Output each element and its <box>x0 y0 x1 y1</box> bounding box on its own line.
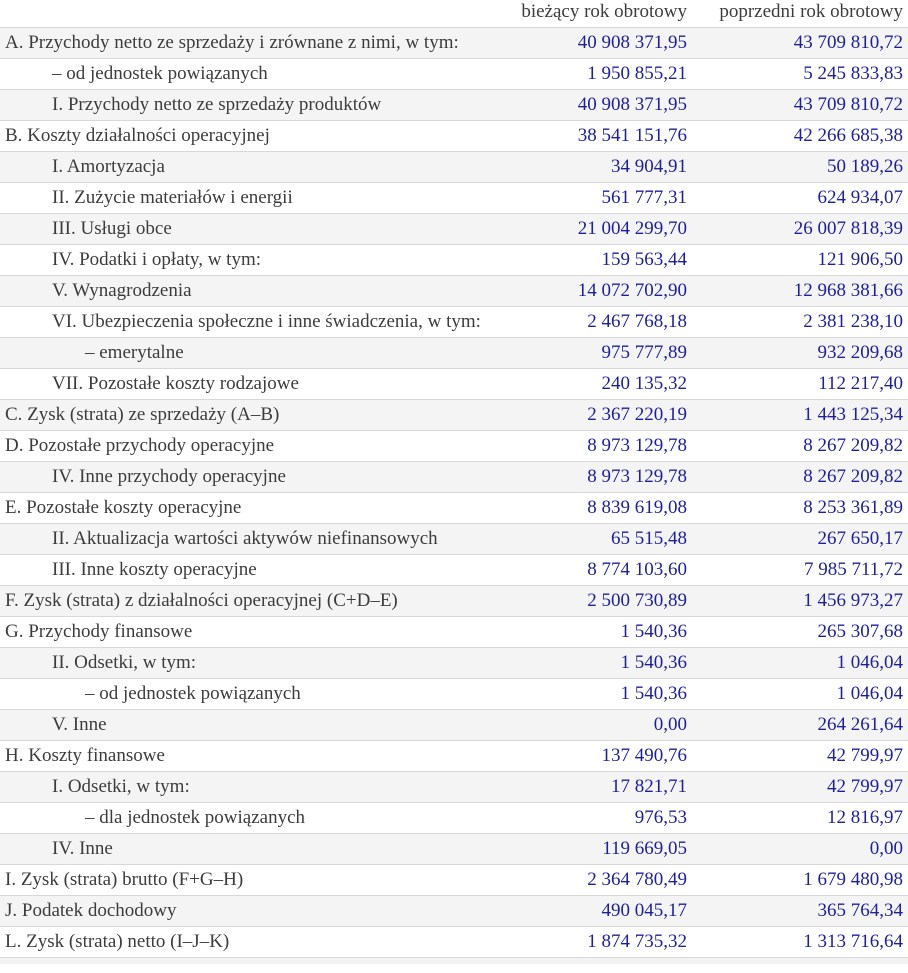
next-row-sliver <box>0 958 908 964</box>
row-label: IV. Inne przychody operacyjne <box>0 461 490 492</box>
table-row <box>0 523 908 554</box>
row-value-current: 40 908 371,95 <box>490 89 692 120</box>
row-value-current: 2 364 780,49 <box>490 864 692 895</box>
row-label: – dla jednostek powiązanych <box>0 802 490 833</box>
table-body <box>0 27 908 957</box>
row-value-current: 1 540,36 <box>490 647 692 678</box>
row-value-previous: 1 456 973,27 <box>692 585 908 616</box>
table-row <box>0 492 908 523</box>
row-value-current: 40 908 371,95 <box>490 27 692 58</box>
table-row <box>0 926 908 957</box>
row-value-current: 240 135,32 <box>490 368 692 399</box>
row-value-current: 1 540,36 <box>490 678 692 709</box>
row-value-current: 65 515,48 <box>490 523 692 554</box>
row-value-previous: 112 217,40 <box>692 368 908 399</box>
row-value-current: 1 950 855,21 <box>490 58 692 89</box>
table-row <box>0 864 908 895</box>
row-value-current: 8 839 619,08 <box>490 492 692 523</box>
row-label: VI. Ubezpieczenia społeczne i inne świadczenia, w tym: <box>0 306 490 337</box>
row-value-previous: 1 679 480,98 <box>692 864 908 895</box>
row-value-previous: 265 307,68 <box>692 616 908 647</box>
row-value-current: 561 777,31 <box>490 182 692 213</box>
row-value-previous: 5 245 833,83 <box>692 58 908 89</box>
row-label: B. Koszty działalności operacyjnej <box>0 120 490 151</box>
row-value-previous: 43 709 810,72 <box>692 27 908 58</box>
row-value-previous: 1 046,04 <box>692 678 908 709</box>
row-label: III. Usługi obce <box>0 213 490 244</box>
table-row <box>0 771 908 802</box>
row-value-previous: 42 266 685,38 <box>692 120 908 151</box>
header-current-year: bieżący rok obrotowy <box>490 0 692 27</box>
row-value-current: 976,53 <box>490 802 692 833</box>
table-row <box>0 585 908 616</box>
row-value-current: 1 874 735,32 <box>490 926 692 957</box>
row-label: – od jednostek powiązanych <box>0 58 490 89</box>
table-row <box>0 647 908 678</box>
row-label: A. Przychody netto ze sprzedaży i zrównane z nimi, w tym: <box>0 27 490 58</box>
row-label: V. Inne <box>0 709 490 740</box>
row-value-current: 119 669,05 <box>490 833 692 864</box>
table-row <box>0 833 908 864</box>
row-value-current: 8 973 129,78 <box>490 430 692 461</box>
row-value-current: 17 821,71 <box>490 771 692 802</box>
row-value-current: 2 367 220,19 <box>490 399 692 430</box>
row-label: I. Zysk (strata) brutto (F+G–H) <box>0 864 490 895</box>
row-label: E. Pozostałe koszty operacyjne <box>0 492 490 523</box>
row-value-current: 1 540,36 <box>490 616 692 647</box>
table-row <box>0 430 908 461</box>
header-previous-year: poprzedni rok obrotowy <box>692 0 908 27</box>
row-label: G. Przychody finansowe <box>0 616 490 647</box>
row-value-previous: 26 007 818,39 <box>692 213 908 244</box>
row-value-previous: 8 253 361,89 <box>692 492 908 523</box>
row-value-current: 0,00 <box>490 709 692 740</box>
row-value-previous: 8 267 209,82 <box>692 461 908 492</box>
row-value-previous: 1 313 716,64 <box>692 926 908 957</box>
row-value-current: 8 973 129,78 <box>490 461 692 492</box>
row-value-current: 137 490,76 <box>490 740 692 771</box>
row-value-previous: 121 906,50 <box>692 244 908 275</box>
table-row <box>0 89 908 120</box>
row-value-previous: 42 799,97 <box>692 771 908 802</box>
table-row <box>0 616 908 647</box>
table-row <box>0 709 908 740</box>
row-value-previous: 1 443 125,34 <box>692 399 908 430</box>
row-label: C. Zysk (strata) ze sprzedaży (A–B) <box>0 399 490 430</box>
row-value-previous: 624 934,07 <box>692 182 908 213</box>
row-value-previous: 12 816,97 <box>692 802 908 833</box>
row-value-current: 490 045,17 <box>490 895 692 926</box>
row-label: I. Amortyzacja <box>0 151 490 182</box>
row-label: V. Wynagrodzenia <box>0 275 490 306</box>
row-value-previous: 0,00 <box>692 833 908 864</box>
table-row <box>0 678 908 709</box>
row-label: D. Pozostałe przychody operacyjne <box>0 430 490 461</box>
row-label: IV. Inne <box>0 833 490 864</box>
row-value-previous: 2 381 238,10 <box>692 306 908 337</box>
row-label: II. Aktualizacja wartości aktywów niefinansowych <box>0 523 490 554</box>
table-row <box>0 244 908 275</box>
row-value-current: 2 500 730,89 <box>490 585 692 616</box>
table-row <box>0 120 908 151</box>
row-label: II. Odsetki, w tym: <box>0 647 490 678</box>
row-value-current: 21 004 299,70 <box>490 213 692 244</box>
row-value-previous: 365 764,34 <box>692 895 908 926</box>
table-row <box>0 58 908 89</box>
row-value-current: 14 072 702,90 <box>490 275 692 306</box>
row-value-previous: 43 709 810,72 <box>692 89 908 120</box>
row-value-current: 159 563,44 <box>490 244 692 275</box>
table-row <box>0 213 908 244</box>
table-row <box>0 461 908 492</box>
table-row <box>0 275 908 306</box>
row-value-current: 34 904,91 <box>490 151 692 182</box>
row-value-previous: 12 968 381,66 <box>692 275 908 306</box>
row-value-current: 975 777,89 <box>490 337 692 368</box>
table-row <box>0 27 908 58</box>
row-label: VII. Pozostałe koszty rodzajowe <box>0 368 490 399</box>
table-row <box>0 554 908 585</box>
header-corner-cell <box>0 0 490 27</box>
header-row <box>0 0 908 27</box>
row-value-previous: 50 189,26 <box>692 151 908 182</box>
table-header <box>0 0 908 27</box>
row-label: J. Podatek dochodowy <box>0 895 490 926</box>
row-value-previous: 8 267 209,82 <box>692 430 908 461</box>
row-value-current: 2 467 768,18 <box>490 306 692 337</box>
row-value-previous: 42 799,97 <box>692 740 908 771</box>
table-row <box>0 151 908 182</box>
row-label: H. Koszty finansowe <box>0 740 490 771</box>
table-row <box>0 368 908 399</box>
row-label: L. Zysk (strata) netto (I–J–K) <box>0 926 490 957</box>
row-value-previous: 267 650,17 <box>692 523 908 554</box>
row-label: F. Zysk (strata) z działalności operacyjnej (C+D–E) <box>0 585 490 616</box>
row-value-previous: 932 209,68 <box>692 337 908 368</box>
table-row <box>0 306 908 337</box>
row-value-previous: 264 261,64 <box>692 709 908 740</box>
row-value-previous: 1 046,04 <box>692 647 908 678</box>
row-label: I. Przychody netto ze sprzedaży produktów <box>0 89 490 120</box>
table-row <box>0 895 908 926</box>
table-row <box>0 399 908 430</box>
row-label: – od jednostek powiązanych <box>0 678 490 709</box>
table-row <box>0 802 908 833</box>
row-label: II. Zużycie materiałów i energii <box>0 182 490 213</box>
row-value-current: 8 774 103,60 <box>490 554 692 585</box>
table-row <box>0 337 908 368</box>
row-label: I. Odsetki, w tym: <box>0 771 490 802</box>
row-value-current: 38 541 151,76 <box>490 120 692 151</box>
row-label: III. Inne koszty operacyjne <box>0 554 490 585</box>
row-label: IV. Podatki i opłaty, w tym: <box>0 244 490 275</box>
row-value-previous: 7 985 711,72 <box>692 554 908 585</box>
table-row <box>0 182 908 213</box>
table-row <box>0 740 908 771</box>
row-label: – emerytalne <box>0 337 490 368</box>
